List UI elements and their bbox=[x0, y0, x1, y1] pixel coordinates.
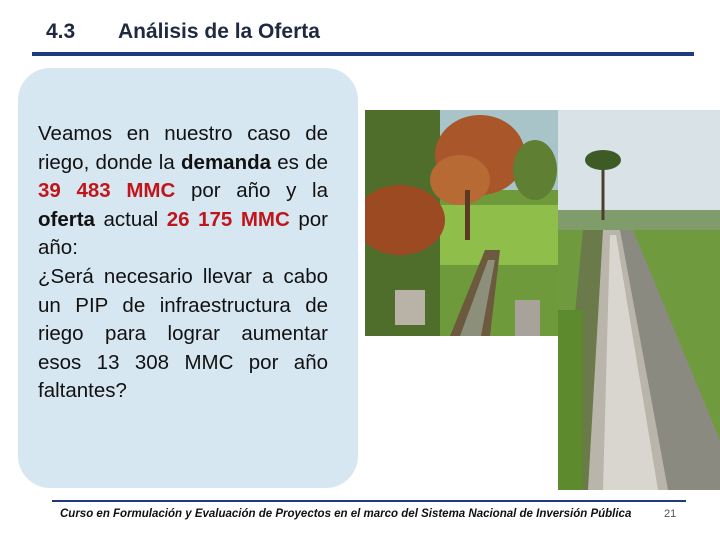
title-divider bbox=[32, 52, 694, 56]
body-text-segment: Veamos en nuestro caso de riego, donde la bbox=[38, 122, 328, 174]
irrigation-canal-earth-photo bbox=[365, 110, 558, 336]
supply-value: 26 175 MMC bbox=[166, 207, 290, 231]
body-text-segment: actual bbox=[94, 207, 167, 231]
irrigation-canal-concrete-photo bbox=[558, 110, 720, 490]
demand-value: 39 483 MMC bbox=[38, 179, 176, 203]
slide-title: Análisis de la Oferta bbox=[118, 20, 320, 43]
body-text-segment: es de bbox=[271, 150, 328, 174]
question-text: ¿Será necesario llevar a cabo un PIP de infraestructura de riego para lograr aumentar esos 13 308 MMC por año faltantes? bbox=[38, 264, 328, 403]
demanda-term: demanda bbox=[181, 150, 272, 174]
footer-course-title: Curso en Formulación y Evaluación de Proyectos en el marco del Sistema Nacional de Inversión Pública bbox=[60, 508, 632, 520]
page-number: 21 bbox=[664, 508, 677, 520]
body-text-segment: por año y la bbox=[175, 179, 328, 203]
section-number: 4.3 bbox=[46, 20, 76, 43]
body-paragraph bbox=[38, 120, 328, 406]
body-text-segment: por año: bbox=[38, 207, 328, 260]
oferta-term: oferta bbox=[38, 207, 95, 231]
footer-divider bbox=[52, 500, 686, 502]
